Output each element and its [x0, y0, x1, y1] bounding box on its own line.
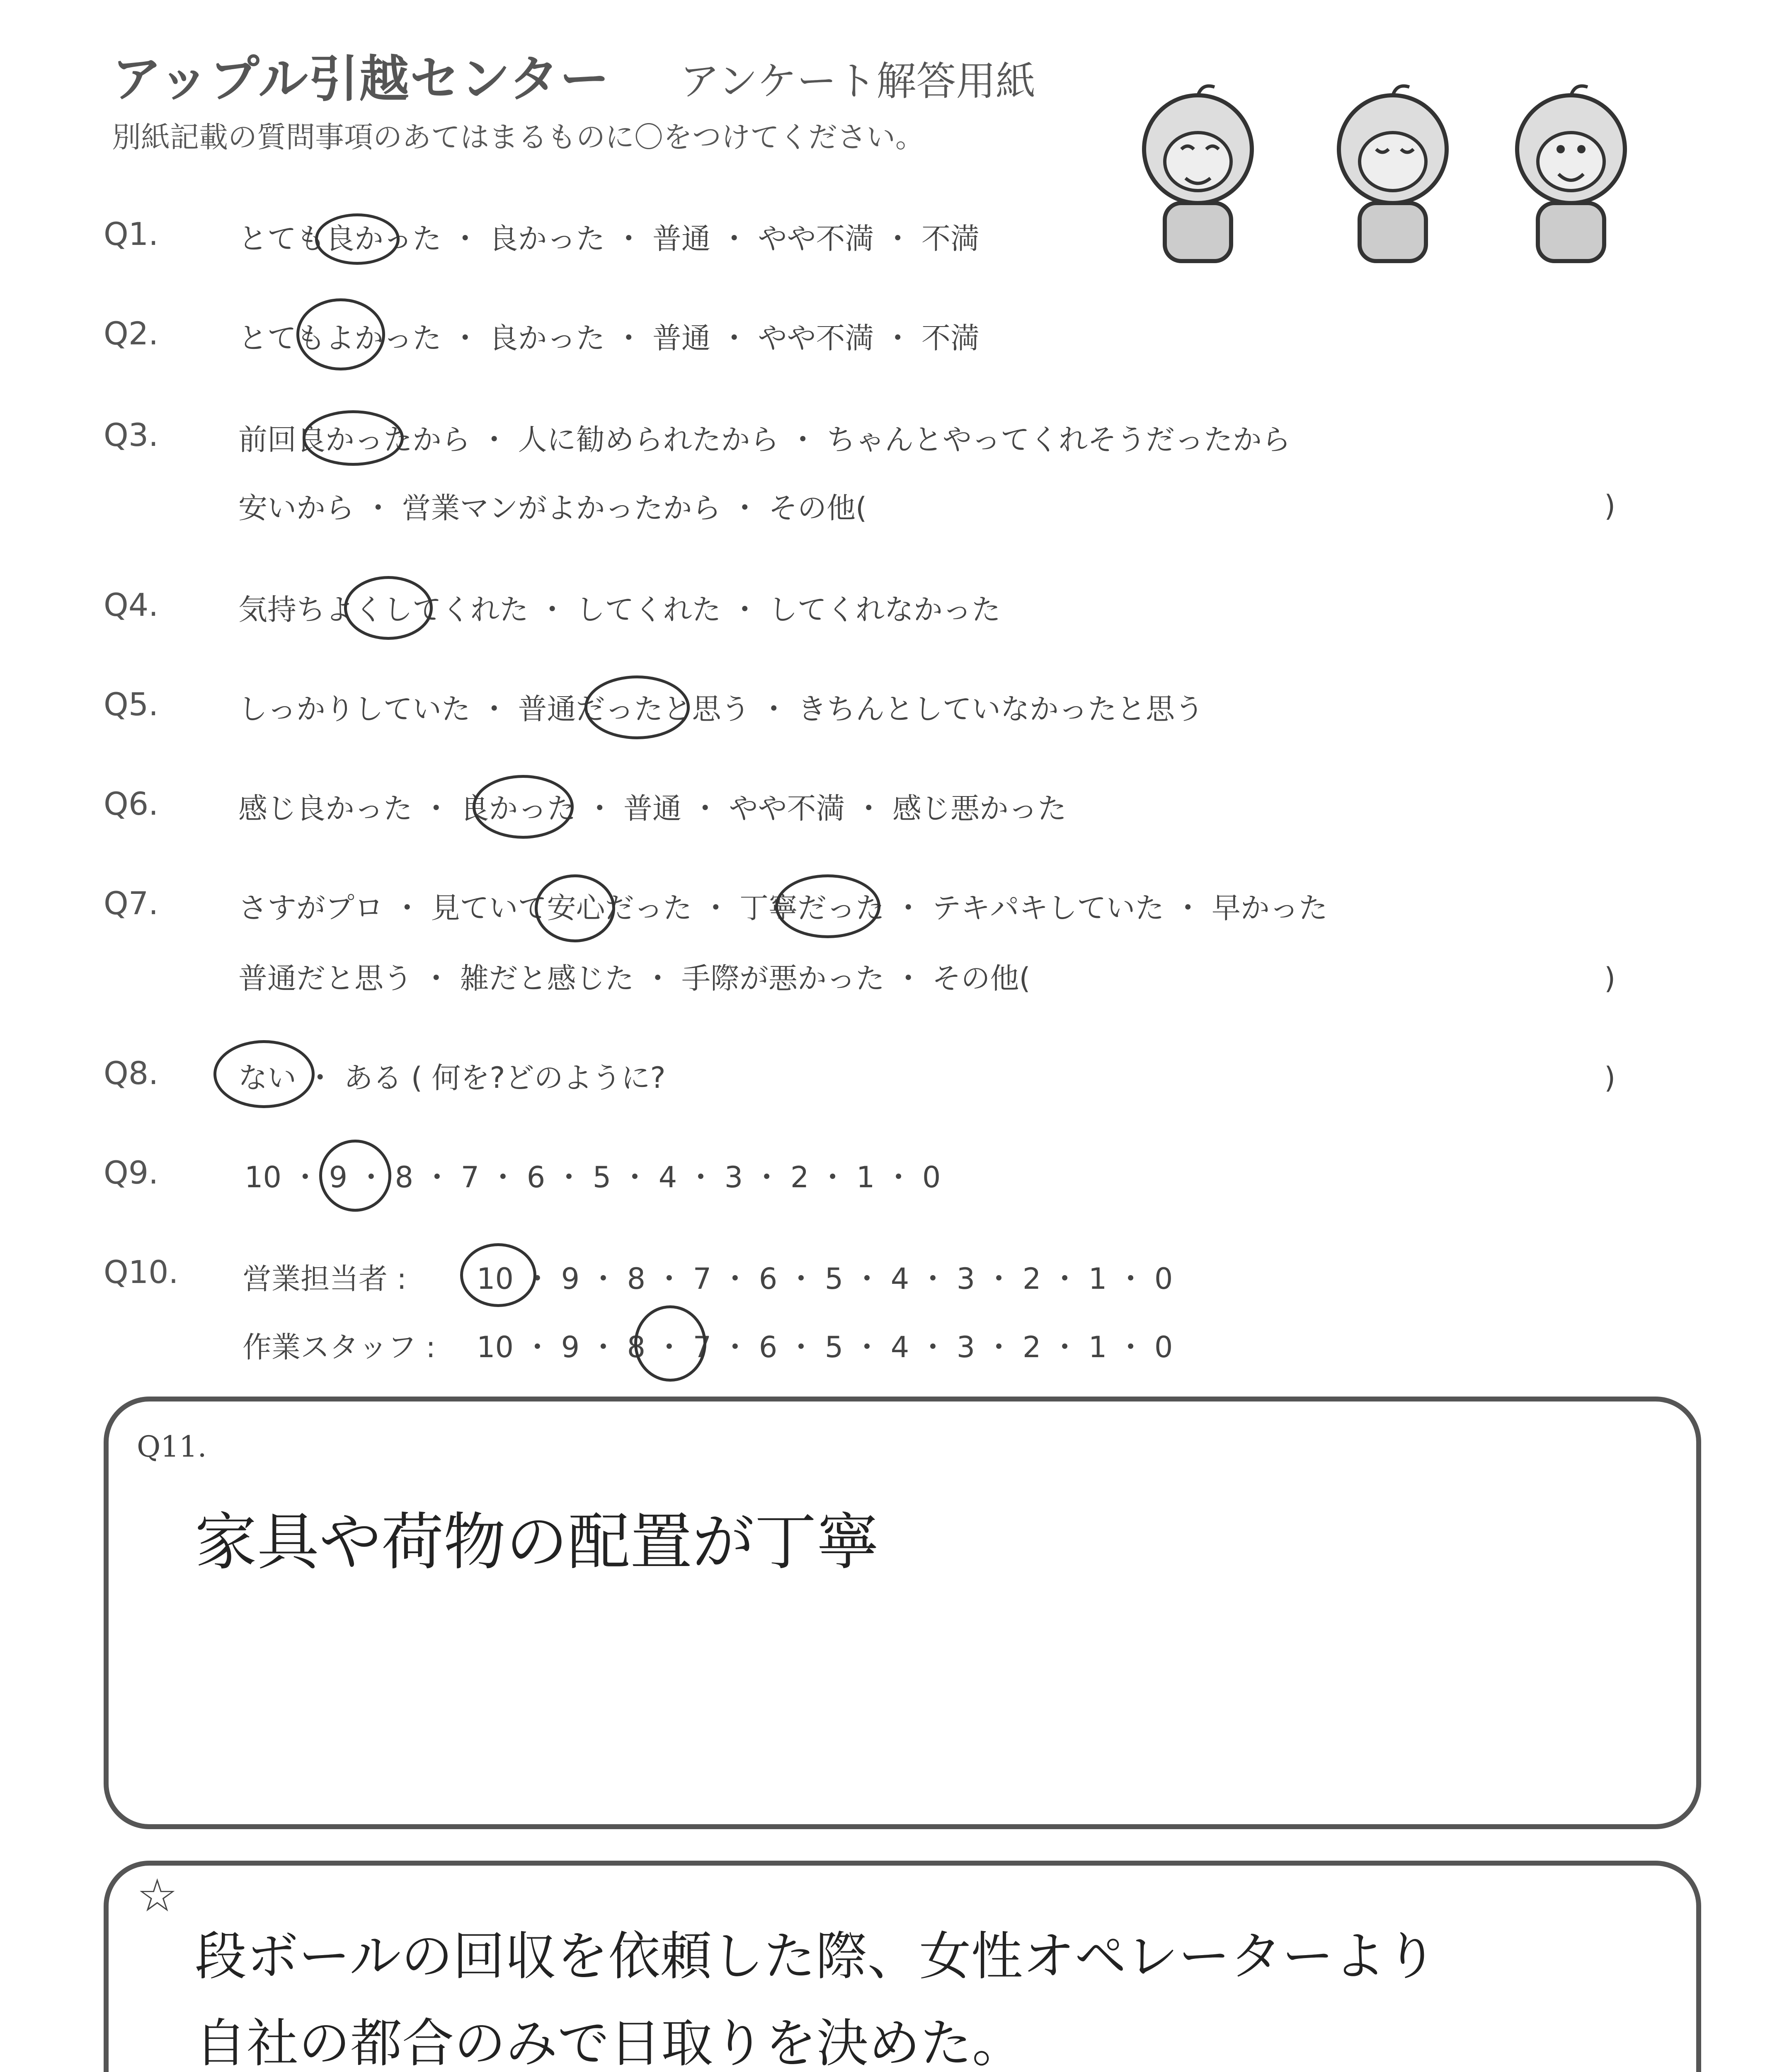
answer-circle	[296, 298, 385, 370]
q9-label: Q9.	[104, 1154, 159, 1191]
q7-label: Q7.	[104, 885, 159, 922]
monkey-icon	[1119, 83, 1277, 265]
monkey-icon	[1492, 83, 1650, 265]
q5-options: しっかりしていた ・ 普通だったと思う ・ きちんとしていなかったと思う	[238, 692, 1204, 726]
answer-circle	[473, 775, 574, 839]
form-subtitle: アンケート解答用紙	[680, 58, 1036, 104]
instruction-text: 別紙記載の質問事項のあてはまるものに〇をつけてください。	[112, 120, 924, 154]
answer-circle	[213, 1040, 315, 1108]
q6-label: Q6.	[104, 785, 159, 822]
q1-options: とても良かった ・ 良かった ・ 普通 ・ やや不満 ・ 不満	[238, 222, 980, 256]
answer-circle	[460, 1243, 536, 1307]
answer-circle	[634, 1305, 706, 1382]
q7-options-line1: さすがプロ ・ 見ていて安心だった ・ 丁寧だった ・ テキパキしていた ・ 早かった	[238, 891, 1328, 925]
answer-circle	[584, 675, 690, 739]
q10-label: Q10.	[104, 1254, 179, 1290]
q10-staff-label: 作業スタッフ :	[242, 1330, 436, 1364]
q1-label: Q1.	[104, 215, 159, 252]
answer-circle	[344, 576, 433, 640]
q11-label: Q11.	[137, 1430, 207, 1464]
q5-label: Q5.	[104, 686, 159, 723]
q10-sales-scale: 10 ・ 9 ・ 8 ・ 7 ・ 6 ・ 5 ・ 4 ・ 3 ・ 2 ・ 1 ・ 0	[477, 1262, 1173, 1296]
q7-options-line2: 普通だと思う ・ 雑だと感じた ・ 手際が悪かった ・ その他(	[238, 961, 1030, 995]
q8-options: ない ・ ある ( 何を?どのように?	[238, 1061, 666, 1095]
q10-sales-label: 営業担当者 :	[242, 1262, 407, 1296]
q11-handwritten-answer: 家具や荷物の配置が丁寧	[195, 1506, 879, 1578]
q11-answer-box	[104, 1397, 1701, 1829]
monkey-icon	[1314, 83, 1472, 265]
comment-line: 段ボールの回収を依頼した際、女性オペレーターより	[195, 1927, 1438, 1987]
q8-label: Q8.	[104, 1055, 159, 1092]
q3-options-line1: 前回良かったから ・ 人に勧められたから ・ ちゃんとやってくれそうだったから	[238, 423, 1291, 457]
comment-line: 自社の都合のみで日取りを決めた。	[195, 2014, 1024, 2072]
mascot-illustration	[1119, 58, 1708, 274]
q10-staff-scale: 10 ・ 9 ・ 8 ・ 7 ・ 6 ・ 5 ・ 4 ・ 3 ・ 2 ・ 1 ・ 0	[477, 1330, 1173, 1364]
q3-close-paren: )	[1604, 489, 1616, 523]
q8-close-paren: )	[1604, 1061, 1616, 1095]
q3-label: Q3.	[104, 416, 159, 453]
q4-options: 気持ちよくしてくれた ・ してくれた ・ してくれなかった	[238, 593, 1001, 627]
q9-scale: 10 ・ 9 ・ 8 ・ 7 ・ 6 ・ 5 ・ 4 ・ 3 ・ 2 ・ 1 ・ 0	[245, 1160, 941, 1194]
answer-circle	[315, 213, 400, 265]
q2-label: Q2.	[104, 315, 159, 352]
q3-options-line2: 安いから ・ 営業マンがよかったから ・ その他(	[238, 491, 867, 525]
q7-close-paren: )	[1604, 961, 1616, 995]
q6-options: 感じ良かった ・ 良かった ・ 普通 ・ やや不満 ・ 感じ悪かった	[238, 792, 1067, 825]
answer-circle	[775, 874, 880, 938]
star-icon: ☆	[137, 1869, 178, 1922]
answer-circle	[535, 874, 615, 942]
q4-label: Q4.	[104, 586, 159, 623]
company-title: アップル引越センター	[112, 51, 610, 108]
answer-circle	[303, 410, 404, 466]
q2-options: とてもよかった ・ 良かった ・ 普通 ・ やや不満 ・ 不満	[238, 321, 980, 355]
answer-circle	[319, 1140, 391, 1212]
